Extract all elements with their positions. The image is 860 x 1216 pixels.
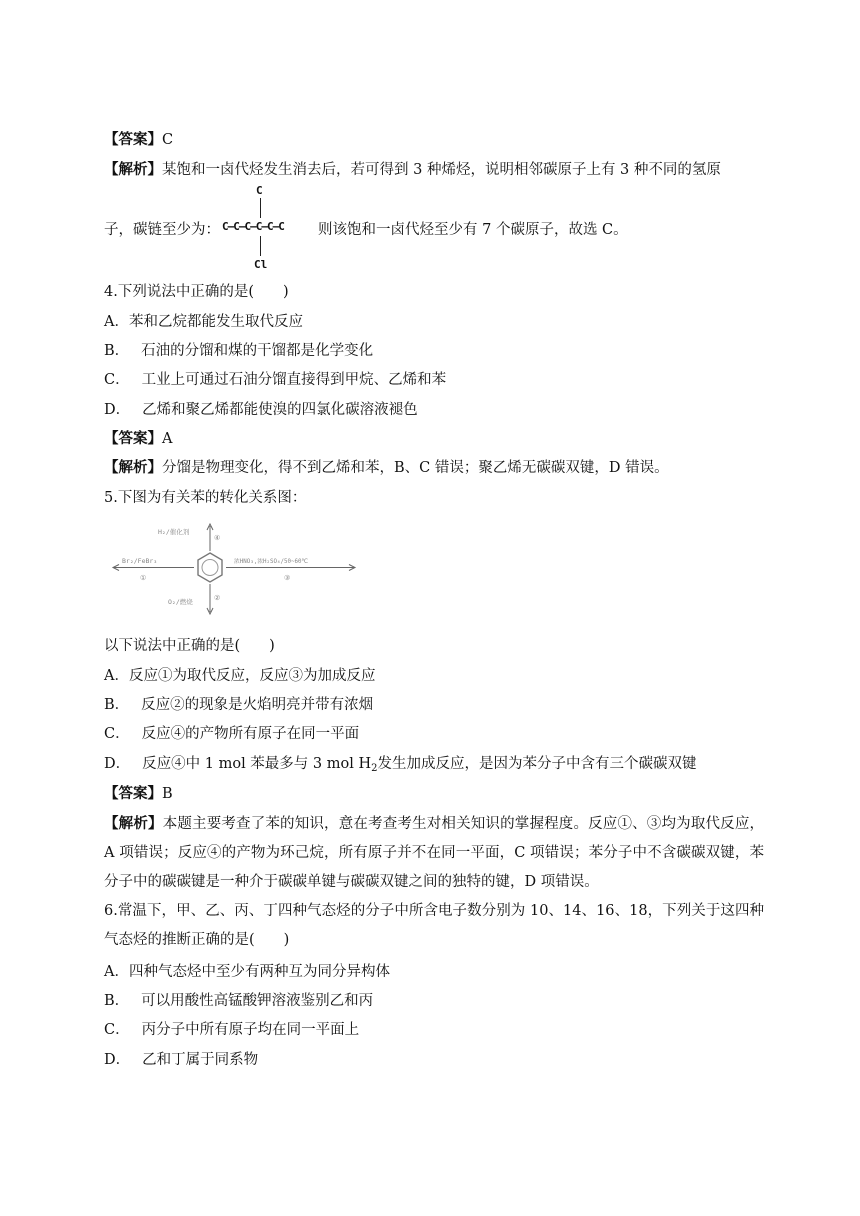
option-text: 四种气态烃中至少有两种互为同分异构体 (128, 964, 390, 980)
benzene-reaction-diagram (110, 520, 360, 620)
q4-option-a (104, 312, 303, 332)
answer-label: 【答案】 (104, 131, 162, 148)
bottom-reaction-number: ② (214, 594, 221, 602)
q5-stem: 5.下图为有关苯的转化关系图： (104, 490, 307, 506)
q3-answer (104, 130, 173, 150)
q4-analysis (104, 458, 669, 478)
option-letter: D． (104, 756, 131, 772)
option-text: 可以用酸性高锰酸钾溶液鉴别乙和丙 (141, 993, 374, 1009)
q6-stem: 6.常温下，甲、乙、丙、丁四种气态烃的分子中所含电子数分别为 10、14、16、18，下列关于这四种气态烃的推断正确的是( ) (104, 903, 764, 948)
structure-bottom-bond (260, 236, 261, 256)
analysis-text-post: 则该饱和一卤代烃至少有 7 个碳原子，故选 C。 (318, 222, 628, 238)
q5-option-c (104, 724, 359, 744)
top-reagent-label: H₂/催化剂 (158, 528, 190, 536)
q3-analysis-line1 (104, 160, 721, 180)
analysis-text-pre: 子，碳链至少为： (104, 222, 220, 238)
option-text: 乙烯和聚乙烯都能使溴的四氯化碳溶液褪色 (142, 402, 418, 418)
analysis-label: 【解析】 (104, 459, 162, 476)
q5-option-d (104, 754, 697, 779)
option-text: 工业上可通过石油分馏直接得到甲烷、乙烯和苯 (141, 372, 447, 388)
right-reagent-label: 浓HNO₃,浓H₂SO₄/50~60℃ (234, 559, 308, 565)
option-letter: C． (104, 726, 130, 742)
option-text-pre: 反应④中 1 mol 苯最多与 3 mol H (142, 756, 372, 772)
structure-top-atom: C (256, 184, 263, 197)
structure-chain: C–C–C–C–C–C (222, 220, 284, 233)
q6-option-c (104, 1020, 359, 1040)
q4-answer (104, 429, 172, 449)
answer-value: C (162, 132, 174, 148)
option-text: 反应④的产物所有原子在同一平面 (141, 726, 360, 742)
q4-option-b (104, 341, 373, 361)
answer-label: 【答案】 (104, 785, 162, 802)
q5-option-b (104, 695, 373, 715)
option-letter: D． (104, 402, 131, 418)
diagram-svg (110, 520, 360, 620)
q4-option-d (104, 400, 418, 420)
answer-value: B (162, 786, 173, 802)
top-reaction-number: ④ (214, 534, 221, 542)
option-text: 反应①为取代反应，反应③为加成反应 (128, 668, 376, 684)
option-letter: A． (104, 668, 129, 684)
left-reaction-number: ① (140, 574, 147, 582)
carbon-chain-structure (222, 184, 318, 274)
analysis-text: 分馏是物理变化，得不到乙烯和苯，B、C 错误；聚乙烯无碳碳双键，D 错误。 (162, 460, 669, 476)
right-reaction-number: ③ (284, 574, 291, 582)
left-reagent-label: Br₂/FeBr₃ (122, 557, 158, 565)
option-text: 苯和乙烷都能发生取代反应 (128, 314, 303, 330)
q4-stem: 4.下列说法中正确的是( ) (104, 284, 289, 300)
q6-option-d (104, 1050, 258, 1070)
option-text: 丙分子中所有原子均在同一平面上 (141, 1022, 360, 1038)
option-letter: B． (104, 993, 130, 1009)
q6-option-a (104, 962, 390, 982)
option-letter: D． (104, 1052, 131, 1068)
option-letter: A． (104, 964, 129, 980)
q5-option-a (104, 666, 375, 686)
analysis-text: 本题主要考查了苯的知识，意在考查考生对相关知识的掌握程度。反应①、③均为取代反应，A 项错误；反应④的产物为环己烷，所有原子并不在同一平面，C 项错误；苯分子中不含碳碳双键，苯分子中的碳碳键是一种介于碳碳单键与碳碳双键之间的独特的键，D 项错误。 (104, 816, 765, 890)
option-letter: C． (104, 372, 130, 388)
option-text: 反应②的现象是火焰明亮并带有浓烟 (141, 697, 374, 713)
option-text: 石油的分馏和煤的干馏都是化学变化 (141, 343, 374, 359)
analysis-label: 【解析】 (104, 161, 162, 178)
option-letter: C． (104, 1022, 130, 1038)
option-letter: B． (104, 343, 130, 359)
answer-value: A (162, 431, 173, 447)
option-text-post: 发生加成反应，是因为苯分子中含有三个碳碳双键 (377, 756, 697, 772)
option-letter: B． (104, 697, 130, 713)
option-text: 乙和丁属于同系物 (142, 1052, 259, 1068)
q6-option-b (104, 991, 373, 1011)
q5-answer (104, 784, 173, 804)
q5-question: 以下说法中正确的是( ) (104, 638, 275, 654)
bottom-reagent-label: O₂/燃烧 (168, 598, 193, 606)
q4-option-c (104, 370, 446, 390)
benzene-inner-circle (202, 560, 218, 576)
analysis-text: 某饱和一卤代烃发生消去后，若可得到 3 种烯烃，说明相邻碳原子上有 3 种不同的氢原 (162, 162, 721, 178)
q3-analysis-line2-post (318, 220, 628, 240)
q5-analysis (104, 809, 764, 897)
option-subscript: 2 (371, 763, 378, 774)
analysis-label: 【解析】 (104, 815, 163, 832)
q3-analysis-line2 (104, 220, 220, 240)
structure-top-bond (260, 198, 261, 218)
structure-bottom-atom: Cl (254, 258, 268, 271)
option-letter: A． (104, 314, 129, 330)
answer-label: 【答案】 (104, 430, 162, 447)
